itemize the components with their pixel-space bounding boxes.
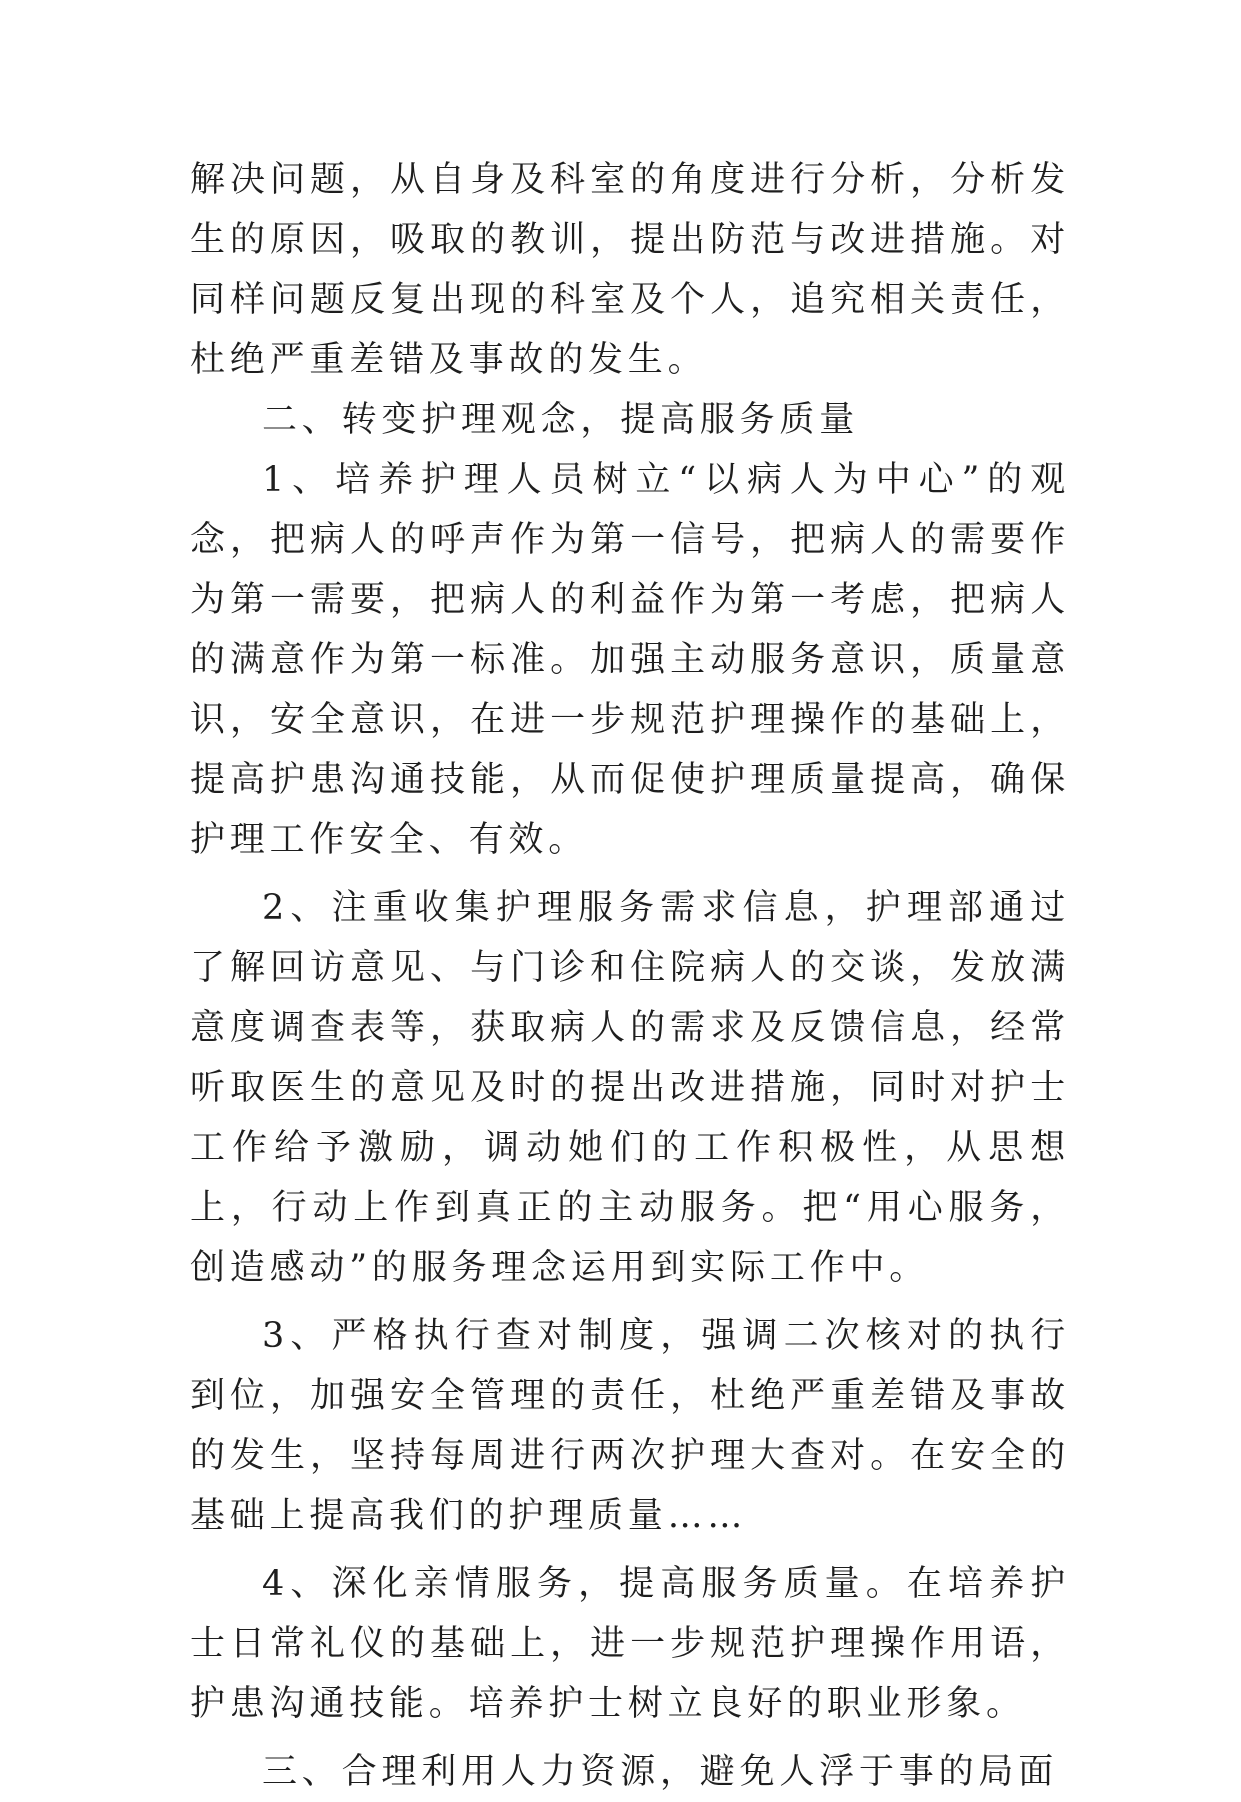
paragraph-item-1: 1、培养护理人员树立“以病人为中心”的观念，把病人的呼声作为第一信号，把病人的需要作为第一需要，把病人的利益作为第一考虑，把病人的满意作为第一标准。加强主动服务意识，质量意识，安全意识，在进一步规范护理操作的基础上，提高护患沟通技能，从而促使护理质量提高，确保护理工作安全、有效。 xyxy=(190,460,1070,860)
paragraph-item-4: 4、深化亲情服务，提高服务质量。在培养护士日常礼仪的基础上，进一步规范护理操作用语，护患沟通技能。培养护士树立良好的职业形象。 xyxy=(190,1564,1070,1724)
paragraph-item-3: 3、严格执行查对制度，强调二次核对的执行到位，加强安全管理的责任，杜绝严重差错及事故的发生，坚持每周进行两次护理大查对。在安全的基础上提高我们的护理质量…… xyxy=(190,1316,1070,1536)
paragraph-item-2: 2、注重收集护理服务需求信息，护理部通过了解回访意见、与门诊和住院病人的交谈，发放满意度调查表等，获取病人的需求及反馈信息，经常听取医生的意见及时的提出改进措施，同时对护士工作给予激励，调动她们的工作积极性，从思想上，行动上作到真正的主动服务。把“用心服务，创造感动”的服务理念运用到实际工作中。 xyxy=(190,888,1070,1288)
paragraph-continuation: 解决问题，从自身及科室的角度进行分析，分析发生的原因，吸取的教训，提出防范与改进措施。对同样问题反复出现的科室及个人，追究相关责任，杜绝严重差错及事故的发生。 xyxy=(190,160,1070,380)
section-heading-3: 三、合理利用人力资源，避免人浮于事的局面 xyxy=(262,1752,1059,1792)
section-heading-2: 二、转变护理观念，提高服务质量 xyxy=(262,400,860,440)
document-body xyxy=(190,150,1070,1802)
